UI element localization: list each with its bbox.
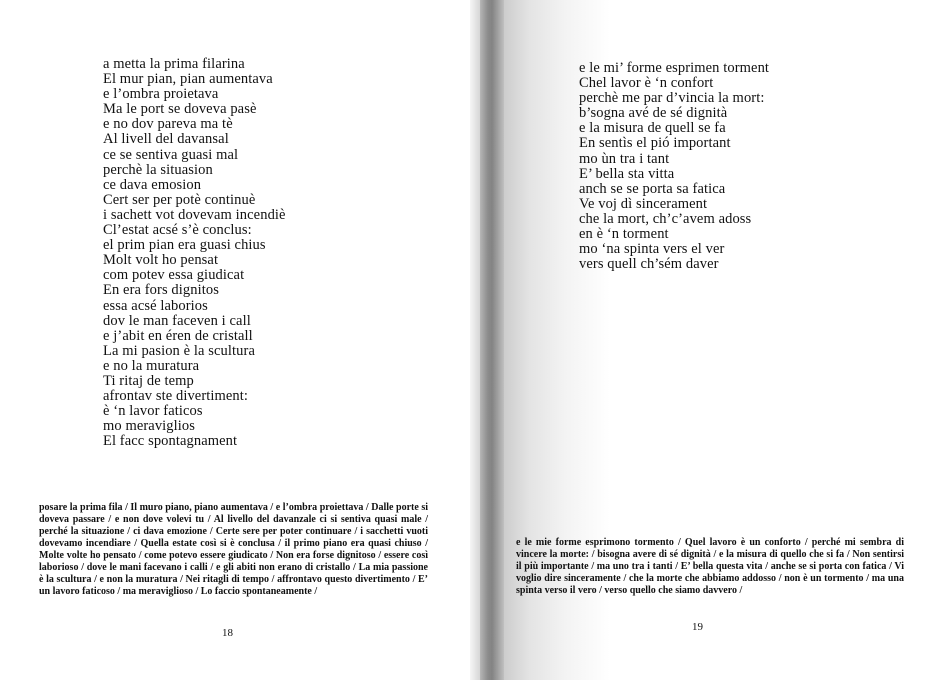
poem-line: En sentìs el pió important: [579, 135, 731, 152]
poem-line: perchè me par d’vincia la mort:: [579, 90, 765, 107]
poem-line: è ‘n lavor faticos: [103, 403, 203, 420]
poem-line: e no dov pareva ma tè: [103, 116, 233, 133]
page-number-left: 18: [222, 627, 233, 639]
left-translation: posare la prima fila / Il muro piano, piano aumentava / e l’ombra proiettava / Dalle porte si doveva passare / e non dove volevi tu / Al livello del davanzale ci si sentiva quasi male / perché la situazione / ci dava emozione / Certe sere per poter continuare / i sacchetti vuoti dovevamo incendiare / Quella estate così si è conclusa / il primo piano era quasi chiuso / Molte volte ho pensato / come potevo essere giudicato / Non era forse dignitoso / essere così laborioso / dove le mani facevano i calli / e gli abiti non erano di cristallo / La mia passione è la scultura / e non la muratura / Nei ritagli di tempo / affrontavo questo divertimento / E’ un lavoro faticoso / ma meraviglioso / Lo faccio spontaneamente /: [39, 502, 428, 597]
poem-line: Cert ser per potè continuè: [103, 191, 256, 208]
poem-line: e la misura de quell se fa: [579, 120, 726, 137]
right-poem: [579, 61, 769, 272]
poem-line: i sachett vot dovevam incendiè: [103, 206, 286, 223]
poem-line: En era fors dignitos: [103, 282, 219, 299]
poem-line: afrontav ste divertiment:: [103, 388, 249, 405]
right-translation: e le mie forme esprimono tormento / Quel lavoro è un conforto / perché mi sembra di vincere la morte: / bisogna avere di sé dignità / e la misura di quello che si fa / Non sentirsi il più importante / ma uno tra i tanti / E’ bella questa vita / anche se si porta con fatica / Vi voglio dire sinceramente / che la morte che abbiamo addosso / non è un tormento / ma una spinta verso il vero / verso quello che siamo davvero /: [516, 537, 904, 596]
poem-line: mo ‘na spinta vers el ver: [579, 241, 725, 258]
poem-line: el prim pian era guasi chius: [103, 237, 266, 254]
book-gutter-shadow: [480, 0, 504, 680]
poem-line: Molt volt ho pensat: [103, 252, 219, 269]
left-poem: [103, 57, 286, 449]
poem-line: e l’ombra proietava: [103, 86, 219, 103]
poem-line: e no la muratura: [103, 357, 200, 374]
poem-line: perchè la situasion: [103, 161, 213, 178]
poem-line: mo ùn tra i tant: [579, 150, 670, 167]
poem-line: com potev essa giudicat: [103, 267, 245, 284]
poem-line: Cl’estat acsé s’è conclus:: [103, 222, 252, 239]
page-number-right: 19: [692, 621, 703, 633]
poem-line: essa acsé laborios: [103, 297, 208, 314]
poem-line: vers quell ch’sém daver: [579, 256, 719, 273]
poem-line: Ve voj dì sincerament: [579, 195, 708, 212]
poem-line: El facc spontagnament: [103, 433, 238, 450]
poem-line: che la mort, ch’c’avem adoss: [579, 210, 752, 227]
poem-line: dov le man faceven i call: [103, 312, 251, 329]
poem-line: b’sogna avé de sé dignità: [579, 105, 728, 122]
poem-line: anch se se porta sa fatica: [579, 180, 726, 197]
poem-line: El mur pian, pian aumentava: [103, 71, 273, 88]
poem-line: a metta la prima filarina: [103, 56, 245, 72]
poem-line: Chel lavor è ‘n confort: [579, 75, 714, 92]
poem-line: Ma le port se doveva pasè: [103, 101, 257, 118]
poem-line: Ti ritaj de temp: [103, 372, 194, 389]
poem-line: en è ‘n torment: [579, 226, 669, 243]
poem-line: mo meraviglios: [103, 418, 196, 435]
poem-line: E’ bella sta vitta: [579, 165, 675, 182]
poem-line: La mi pasion è la scultura: [103, 342, 255, 359]
poem-line: Al livell del davansal: [103, 131, 229, 148]
poem-line: e le mi’ forme esprimen torment: [579, 60, 770, 76]
poem-line: ce dava emosion: [103, 176, 202, 193]
poem-line: e j’abit en éren de cristall: [103, 327, 253, 344]
poem-line: ce se sentiva guasi mal: [103, 146, 239, 163]
left-page: [0, 0, 470, 680]
